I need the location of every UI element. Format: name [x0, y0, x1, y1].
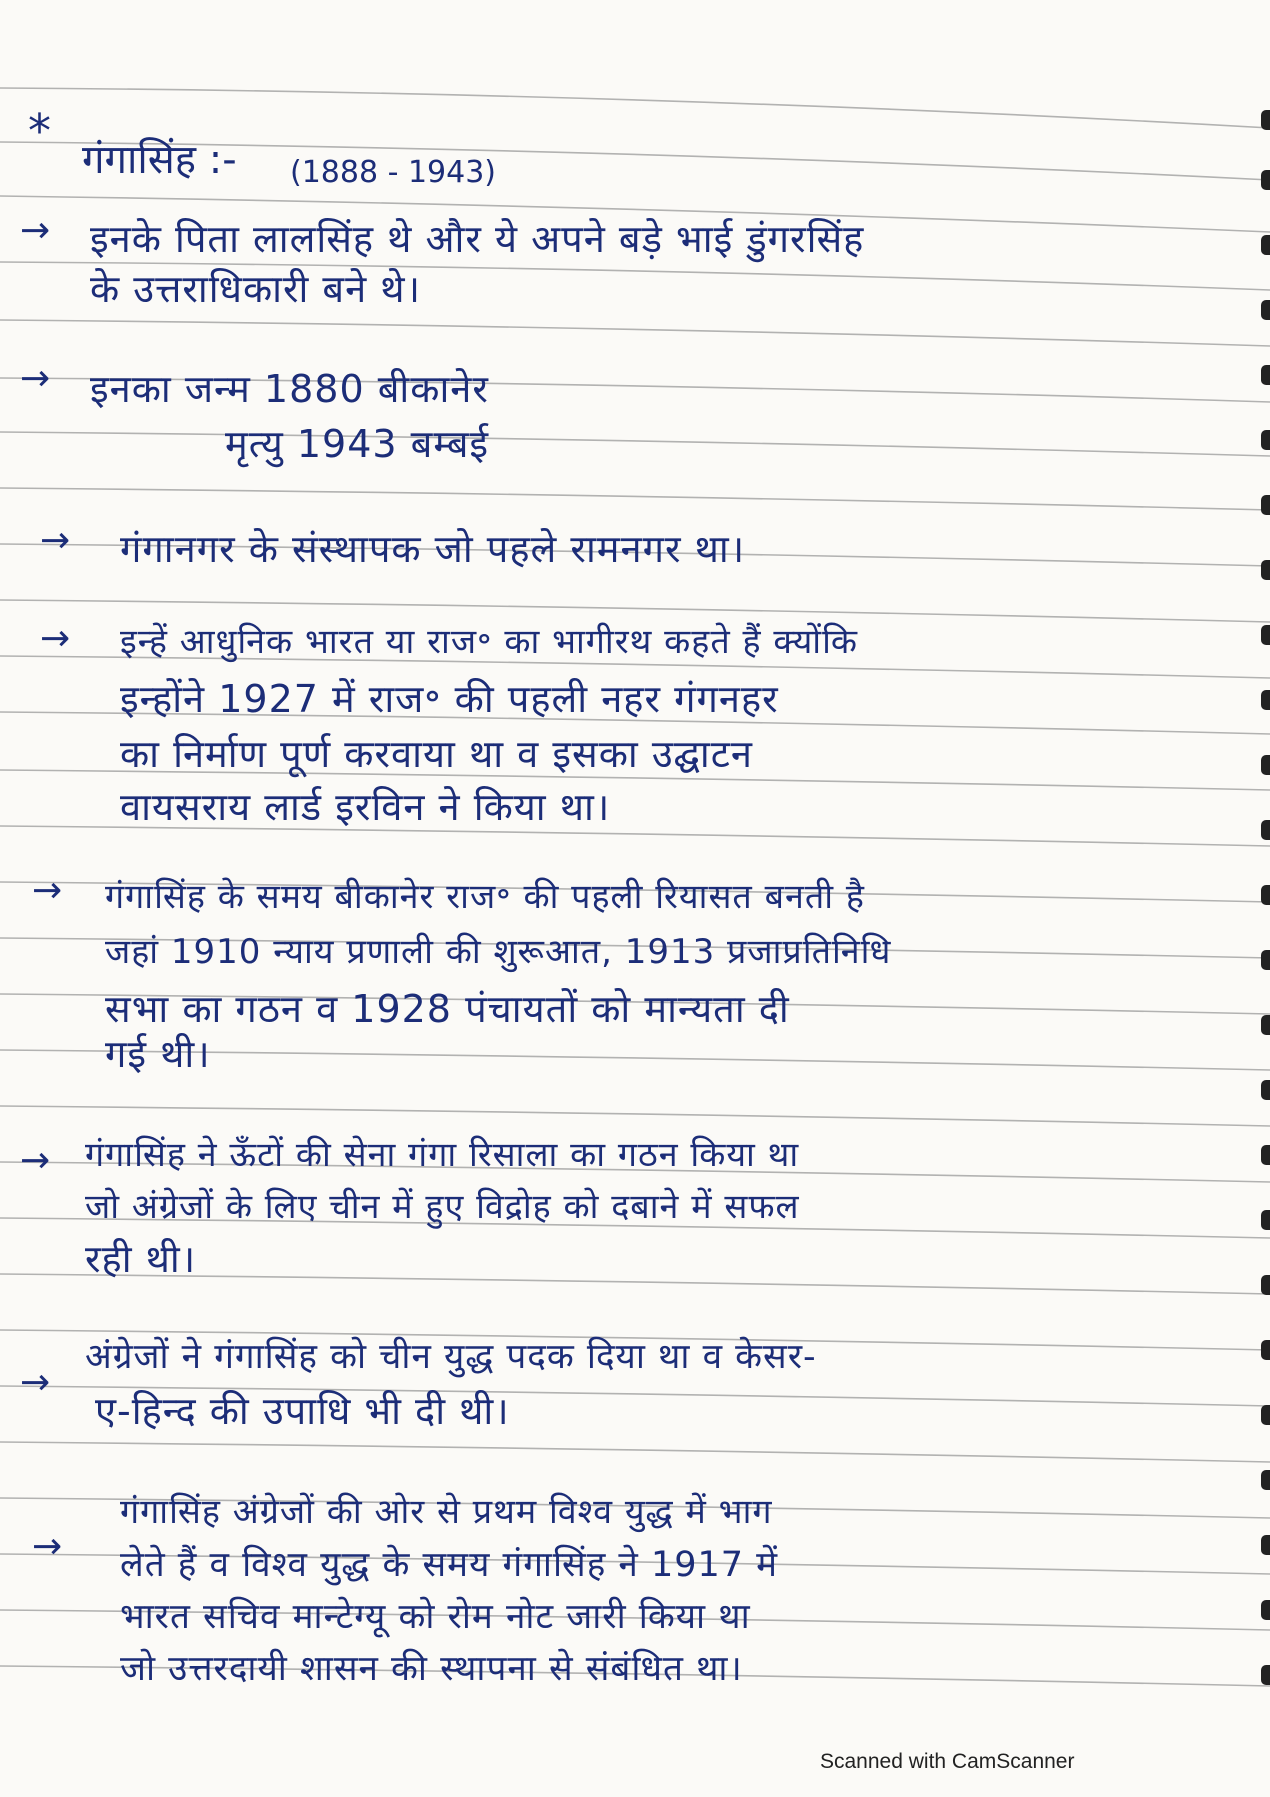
binding-hole: [1261, 1665, 1270, 1685]
bullet-arrow: →: [20, 1140, 51, 1181]
binding-hole: [1261, 1210, 1270, 1230]
note-line: ए-हिन्द की उपाधि भी दी थी।: [95, 1389, 510, 1433]
binding-hole: [1261, 1275, 1270, 1295]
binding-hole: [1261, 950, 1270, 970]
note-line: सभा का गठन व 1928 पंचायतों को मान्यता दी: [105, 987, 790, 1031]
note-line: गंगासिंह के समय बीकानेर राज॰ की पहली रियासत बनती है: [105, 877, 865, 917]
note-line: गंगानगर के संस्थापक जो पहले रामनगर था।: [120, 527, 746, 571]
binding-hole: [1261, 1600, 1270, 1620]
binding-hole: [1261, 560, 1270, 580]
note-line: इन्हें आधुनिक भारत या राज॰ का भागीरथ कहते हैं क्योंकि: [120, 622, 859, 662]
binding-hole: [1261, 625, 1270, 645]
bullet-arrow: →: [40, 618, 71, 659]
heading-marker: *: [28, 104, 51, 158]
note-line: रही थी।: [85, 1237, 197, 1281]
binding-hole: [1261, 1405, 1270, 1425]
note-line: जहां 1910 न्याय प्रणाली की शुरूआत, 1913 प्रजाप्रतिनिधि: [105, 932, 892, 972]
binding-hole: [1261, 365, 1270, 385]
note-line: इनका जन्म 1880 बीकानेर: [90, 367, 489, 411]
bullet-arrow: →: [20, 210, 51, 251]
binding-hole: [1261, 1080, 1270, 1100]
binding-hole: [1261, 1015, 1270, 1035]
binding-hole: [1261, 170, 1270, 190]
binding-hole: [1261, 235, 1270, 255]
note-line: मृत्यु 1943 बम्बई: [225, 422, 490, 466]
note-line: जो उत्तरदायी शासन की स्थापना से संबंधित था।: [120, 1649, 743, 1689]
binding-hole: [1261, 885, 1270, 905]
note-line: गई थी।: [105, 1032, 211, 1076]
note-line: अंग्रेजों ने गंगासिंह को चीन युद्ध पदक दिया था व केसर-: [85, 1337, 817, 1377]
binding-hole: [1261, 110, 1270, 130]
binding-hole: [1261, 1470, 1270, 1490]
binding-hole: [1261, 1340, 1270, 1360]
note-line: इन्होंने 1927 में राज॰ की पहली नहर गंगनहर: [120, 677, 779, 721]
bullet-arrow: →: [32, 1526, 63, 1567]
binding-hole: [1261, 690, 1270, 710]
note-line: गंगासिंह अंग्रेजों की ओर से प्रथम विश्व युद्ध में भाग: [120, 1492, 773, 1532]
binding-hole: [1261, 430, 1270, 450]
binding-hole: [1261, 755, 1270, 775]
note-line: इनके पिता लालसिंह थे और ये अपने बड़े भाई डुंगरसिंह: [90, 217, 865, 261]
binding-hole: [1261, 495, 1270, 515]
bullet-arrow: →: [20, 1362, 51, 1403]
heading-years: (1888 - 1943): [290, 155, 497, 190]
note-line: गंगासिंह ने ऊँटों की सेना गंगा रिसाला का गठन किया था: [85, 1135, 800, 1175]
note-line: लेते हैं व विश्व युद्ध के समय गंगासिंह ने 1917 में: [120, 1545, 779, 1585]
note-line: जो अंग्रेजों के लिए चीन में हुए विद्रोह को दबाने में सफल: [85, 1187, 800, 1227]
note-line: का निर्माण पूर्ण करवाया था व इसका उद्घाटन: [120, 732, 754, 776]
note-line: वायसराय लार्ड इरविन ने किया था।: [120, 785, 611, 829]
scanner-watermark: Scanned with CamScanner: [820, 1750, 1075, 1773]
heading-title: गंगासिंह :-: [82, 137, 237, 183]
binding-hole: [1261, 820, 1270, 840]
bullet-arrow: →: [20, 358, 51, 399]
bullet-arrow: →: [40, 520, 71, 561]
bullet-arrow: →: [32, 870, 63, 911]
note-line: के उत्तराधिकारी बने थे।: [90, 267, 421, 311]
binding-hole: [1261, 1535, 1270, 1555]
note-line: भारत सचिव मान्टेग्यू को रोम नोट जारी किया था: [120, 1597, 751, 1637]
binding-hole: [1261, 1145, 1270, 1165]
binding-hole: [1261, 300, 1270, 320]
